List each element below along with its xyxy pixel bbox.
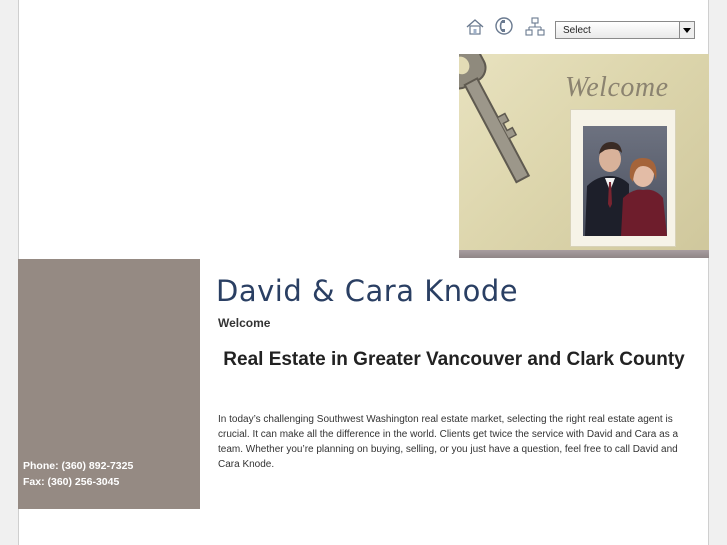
banner-bottom-strip: [459, 250, 709, 258]
photo-frame: [570, 109, 676, 247]
page-headline: Real Estate in Greater Vancouver and Clark County: [223, 349, 685, 370]
fax-number: Fax: (360) 256-3045: [23, 476, 120, 488]
home-icon[interactable]: [465, 17, 485, 37]
sitemap-icon[interactable]: [525, 17, 545, 37]
intro-paragraph: In today’s challenging Southwest Washington real estate market, selecting the right real estate agent is crucial. It can make all the difference in the world. Clients get twice the service with David and Cara as a team. Whether you’re planning on buying, selling, or you just have a question, feel free to call David and Cara Knode.: [218, 414, 679, 470]
welcome-banner-title: Welcome: [565, 72, 669, 103]
site-logo-title[interactable]: David & Cara Knode: [216, 274, 519, 308]
key-illustration: [459, 54, 579, 184]
welcome-banner: [459, 54, 709, 258]
chevron-down-icon[interactable]: [679, 22, 694, 38]
navigation-select[interactable]: [555, 21, 695, 39]
couple-photo: [583, 126, 667, 236]
contact-icon[interactable]: [494, 16, 514, 36]
page-section-label: Welcome: [218, 316, 271, 330]
contact-panel: [18, 259, 200, 509]
select-value: Select: [563, 25, 591, 36]
phone-number: Phone: (360) 892-7325: [23, 460, 134, 472]
